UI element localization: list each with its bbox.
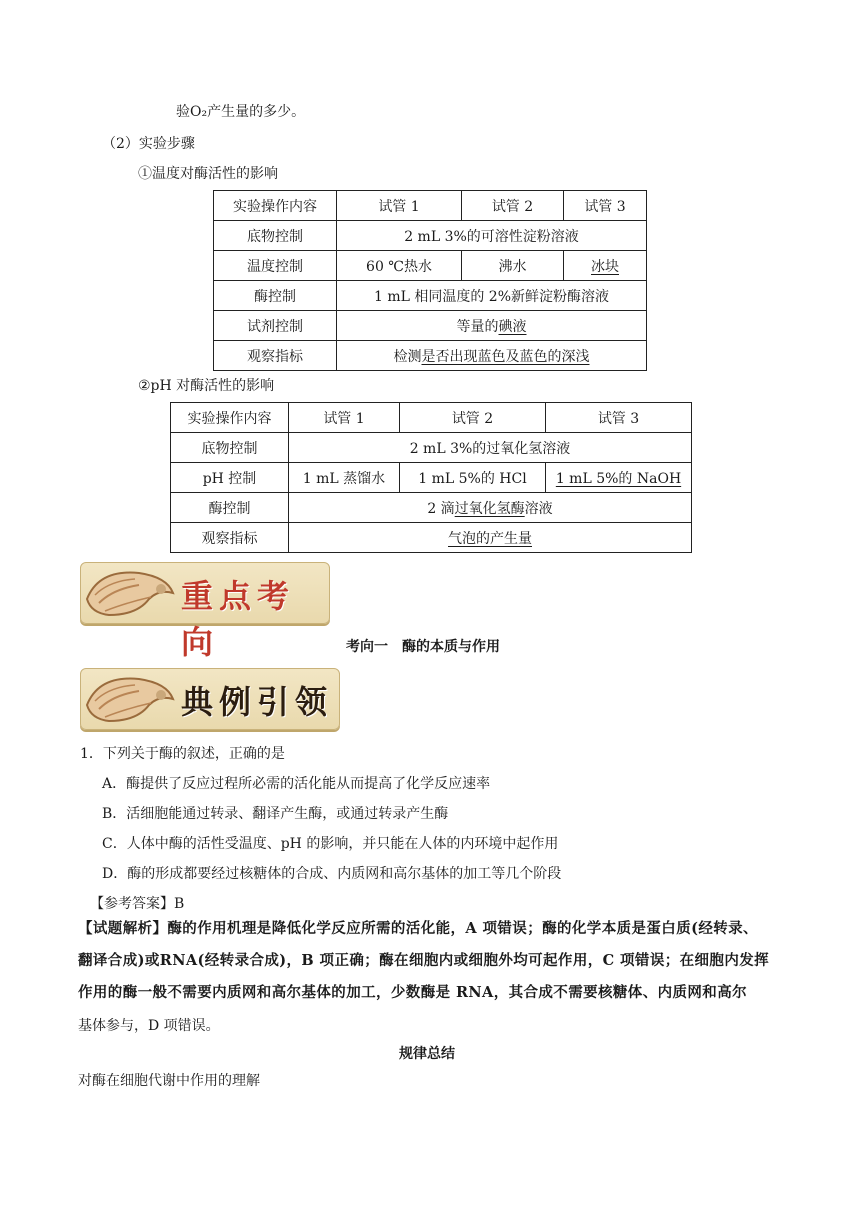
- table-row: [171, 523, 692, 553]
- table-row: [214, 281, 647, 311]
- header-cell: 试管 1: [289, 403, 400, 433]
- summary-line: 对酶在细胞代谢中作用的理解: [78, 1073, 260, 1089]
- table2-caption: ②pH 对酶活性的影响: [138, 378, 275, 394]
- banner-title: 重点考向: [181, 577, 296, 661]
- header-cell: 试管 2: [462, 191, 564, 221]
- underlined-answer: 碘液: [498, 318, 527, 335]
- ph-table: [170, 402, 692, 553]
- underlined-answer: 1 mL 5%的 NaOH: [555, 470, 682, 487]
- cell-prefix: 等量的: [456, 318, 499, 335]
- table-row: [171, 433, 692, 463]
- banner-title: 典例引领: [181, 683, 334, 721]
- table-cell: 1 mL 蒸馏水: [289, 463, 400, 493]
- table-cell: [564, 251, 647, 281]
- cell-suffix: 溶液: [524, 500, 553, 517]
- reference-answer: 【参考答案】B: [90, 896, 185, 912]
- table-cell: 2 mL 3%的可溶性淀粉溶液: [337, 221, 647, 251]
- table-cell: [289, 493, 692, 523]
- header-cell: 试管 1: [337, 191, 462, 221]
- table-row: [214, 341, 647, 371]
- table-cell: [337, 311, 647, 341]
- table-row: [171, 463, 692, 493]
- header-cell: 试管 3: [564, 191, 647, 221]
- table-cell: 沸水: [462, 251, 564, 281]
- option-b: B．活细胞能通过转录、翻译产生酶，或通过转录产生酶: [102, 806, 449, 822]
- table-row: [214, 191, 647, 221]
- table-cell: [289, 523, 692, 553]
- summary-title: 规律总结: [399, 1046, 455, 1062]
- option-a: A．酶提供了反应过程所必需的活化能从而提高了化学反应速率: [102, 776, 491, 792]
- row-label: 观察指标: [171, 523, 289, 553]
- row-label: 试剂控制: [214, 311, 337, 341]
- conch-shell-icon: [79, 665, 179, 731]
- table-cell: 2 mL 3%的过氧化氢溶液: [289, 433, 692, 463]
- row-label: 底物控制: [214, 221, 337, 251]
- header-cell: 实验操作内容: [171, 403, 289, 433]
- row-label: 酶控制: [171, 493, 289, 523]
- step-heading: （2）实验步骤: [102, 136, 195, 152]
- row-label: 酶控制: [214, 281, 337, 311]
- table-cell: 1 mL 相同温度的 2%新鲜淀粉酶溶液: [337, 281, 647, 311]
- table-cell: 60 ℃热水: [337, 251, 462, 281]
- option-c: C．人体中酶的活性受温度、pH 的影响，并只能在人体的内环境中起作用: [102, 836, 559, 852]
- row-label: pH 控制: [171, 463, 289, 493]
- table-row: [171, 493, 692, 523]
- row-label: 观察指标: [214, 341, 337, 371]
- cell-prefix: 2 滴: [427, 500, 455, 517]
- underlined-answer: 气泡的产生量: [448, 530, 532, 547]
- table-row: [171, 403, 692, 433]
- table-row: [214, 251, 647, 281]
- table-cell: 1 mL 5%的 HCl: [400, 463, 546, 493]
- analysis-line: 翻译合成)或RNA(经转录合成)，B 项正确；酶在细胞内或细胞外均可起作用，C 项错误；在细胞内发挥: [78, 952, 770, 969]
- analysis-line: 作用的酶一般不需要内质网和高尔基体的加工，少数酶是 RNA，其合成不需要核糖体、内质网和高尔: [78, 984, 747, 1001]
- row-label: 温度控制: [214, 251, 337, 281]
- table-row: [214, 311, 647, 341]
- header-cell: 实验操作内容: [214, 191, 337, 221]
- cell-prefix: 检测: [393, 348, 422, 365]
- analysis-line: 基体参与，D 项错误。: [78, 1018, 220, 1034]
- example-banner: [80, 668, 340, 730]
- table1-caption: ①温度对酶活性的影响: [138, 166, 278, 182]
- underlined-answer: 冰块: [591, 258, 619, 275]
- table-cell: [337, 341, 647, 371]
- table-cell: [546, 463, 692, 493]
- option-d: D．酶的形成都要经过核糖体的合成、内质网和高尔基体的加工等几个阶段: [102, 866, 562, 882]
- section-title: 考向一 酶的本质与作用: [346, 639, 500, 655]
- row-label: 底物控制: [171, 433, 289, 463]
- conch-shell-icon: [79, 559, 179, 625]
- header-cell: 试管 2: [400, 403, 546, 433]
- underlined-answer: 过氧化氢酶: [454, 500, 525, 517]
- key-direction-banner: [80, 562, 330, 661]
- table-row: [214, 221, 647, 251]
- analysis-line: 【试题解析】酶的作用机理是降低化学反应所需的活化能，A 项错误；酶的化学本质是蛋白质(经转录、: [78, 920, 758, 937]
- temperature-table: [213, 190, 647, 371]
- underlined-answer: 是否出现蓝色及蓝色的深浅: [421, 348, 590, 365]
- question-stem: 1．下列关于酶的叙述，正确的是: [80, 746, 285, 762]
- header-cell: 试管 3: [546, 403, 692, 433]
- intro-line: 验O₂产生量的多少。: [176, 104, 306, 120]
